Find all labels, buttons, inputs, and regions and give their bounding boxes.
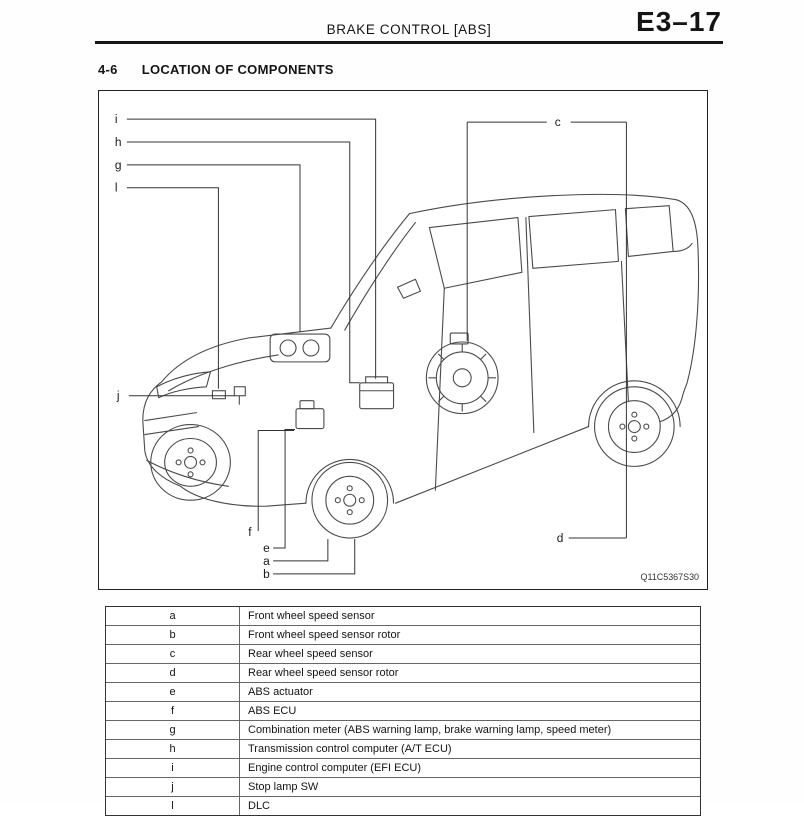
car-diagram xyxy=(99,91,706,588)
table-row xyxy=(106,644,700,663)
table-row xyxy=(106,739,700,758)
leader-lines xyxy=(127,119,627,574)
callout-e: e xyxy=(263,540,270,555)
figure-code: Q11C5367S30 xyxy=(640,571,700,582)
component-key: g xyxy=(106,721,240,739)
section-title: LOCATION OF COMPONENTS xyxy=(141,62,334,77)
callout-l: l xyxy=(114,180,118,195)
component-desc: ABS ECU xyxy=(248,704,297,717)
table-row xyxy=(106,625,700,644)
component-desc: Transmission control computer (A/T ECU) xyxy=(248,742,452,755)
table-row xyxy=(106,758,700,777)
component-key: e xyxy=(106,683,240,701)
abs-actuator xyxy=(296,401,324,429)
component-desc: Engine control computer (EFI ECU) xyxy=(248,761,422,774)
component-key: b xyxy=(106,626,240,644)
callout-letters xyxy=(115,112,563,581)
component-desc: Rear wheel speed sensor xyxy=(248,647,373,660)
table-row xyxy=(106,720,700,739)
component-key: a xyxy=(106,607,240,625)
callout-b: b xyxy=(263,566,270,581)
callout-h: h xyxy=(114,134,122,149)
table-row xyxy=(106,796,700,815)
rear-wheel xyxy=(595,387,675,467)
callout-g: g xyxy=(114,157,122,172)
component-desc: Front wheel speed sensor xyxy=(248,609,375,622)
table-row xyxy=(106,663,700,682)
combination-meter xyxy=(270,334,330,362)
component-location-figure xyxy=(98,90,708,590)
header-rule xyxy=(95,41,723,44)
callout-f: f xyxy=(248,525,252,540)
rear-rotor-cutaway xyxy=(426,333,498,414)
callout-d: d xyxy=(556,530,564,545)
callout-j: j xyxy=(116,388,120,403)
section-number: 4-6 xyxy=(98,62,118,77)
table-row xyxy=(106,682,700,701)
components-table-body xyxy=(106,607,700,815)
component-key: d xyxy=(106,664,240,682)
callout-a: a xyxy=(263,553,270,568)
page-title: BRAKE CONTROL [ABS] xyxy=(326,22,492,37)
stop-lamp-switch xyxy=(234,387,245,405)
front-right-wheel xyxy=(312,462,388,538)
component-desc: Stop lamp SW xyxy=(248,780,319,793)
component-desc: Front wheel speed sensor rotor xyxy=(248,628,401,641)
table-row xyxy=(106,607,700,625)
table-row xyxy=(106,777,700,796)
table-row xyxy=(106,701,700,720)
ecu-box xyxy=(360,377,394,409)
component-key: l xyxy=(106,797,240,815)
component-desc: DLC xyxy=(248,799,271,812)
component-key: i xyxy=(106,759,240,777)
page-number: E3–17 xyxy=(636,6,722,37)
component-key: c xyxy=(106,645,240,663)
front-left-wheel xyxy=(151,425,231,501)
components-table xyxy=(105,606,701,816)
component-key: j xyxy=(106,778,240,796)
callout-c: c xyxy=(554,115,561,130)
section-heading xyxy=(98,62,334,77)
component-desc: Rear wheel speed sensor rotor xyxy=(248,666,399,679)
component-key: f xyxy=(106,702,240,720)
component-key: h xyxy=(106,740,240,758)
component-desc: ABS actuator xyxy=(248,685,313,698)
callout-i: i xyxy=(114,112,118,127)
car-body xyxy=(143,194,699,506)
dlc-connector xyxy=(212,391,225,399)
component-desc: Combination meter (ABS warning lamp, brake warning lamp, speed meter) xyxy=(248,723,612,736)
